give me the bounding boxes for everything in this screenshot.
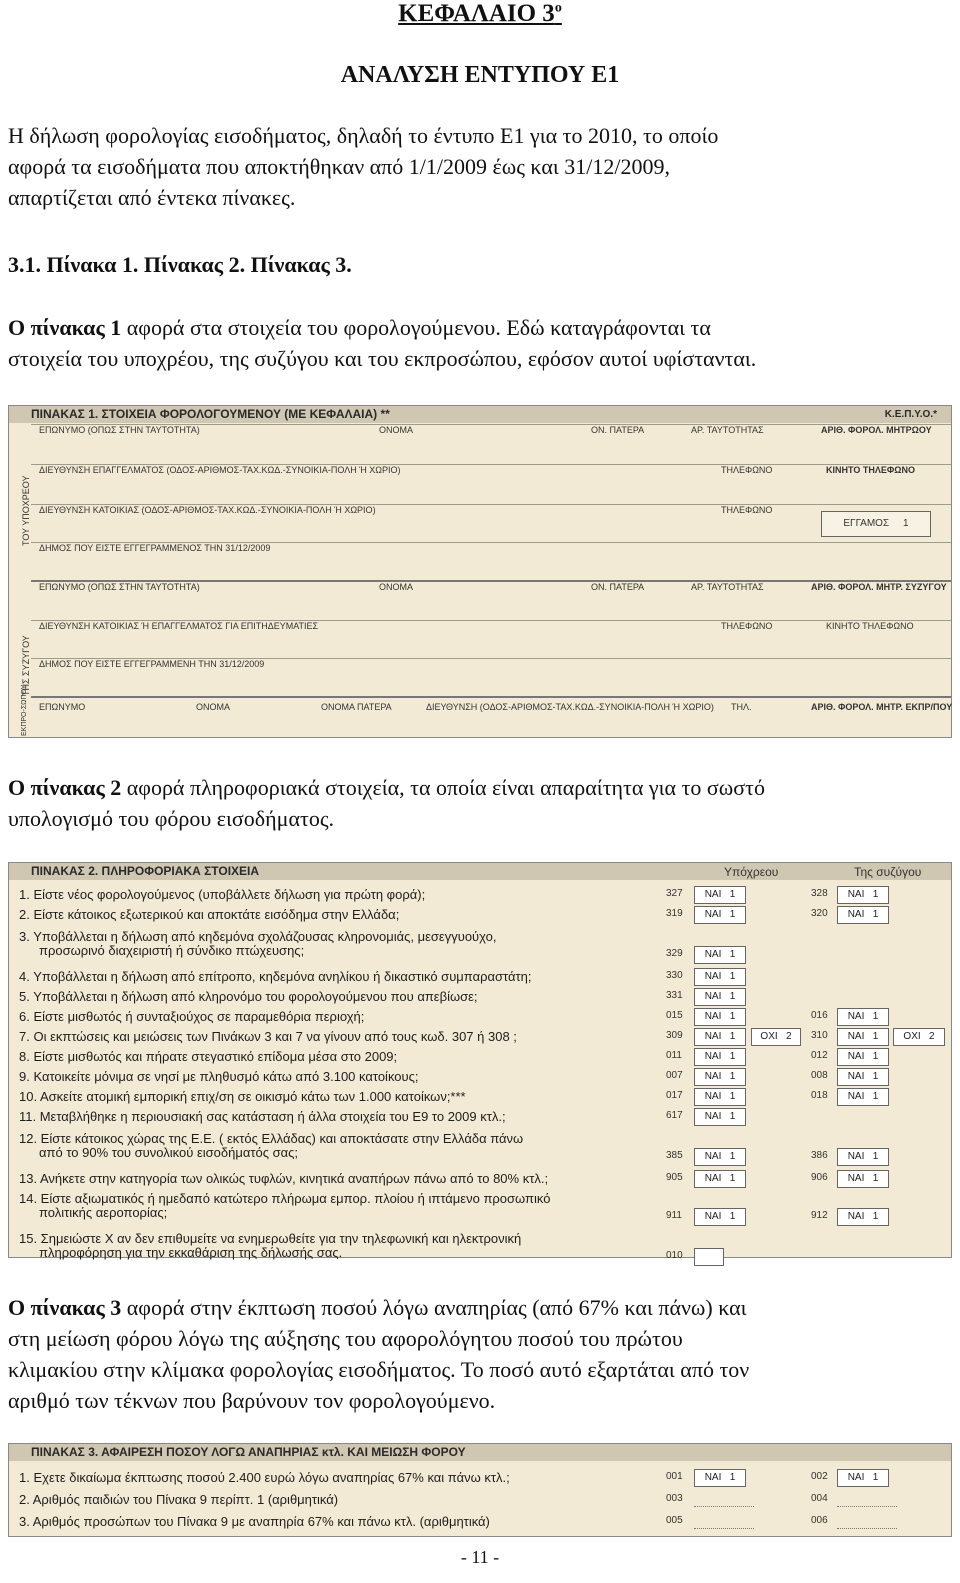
spouse-yes-checkbox[interactable]: ΝΑΙ 1 (837, 1008, 889, 1026)
form3-question-row (9, 1490, 953, 1510)
form2-question-row (9, 1129, 953, 1162)
spouse-yes-checkbox[interactable]: ΝΑΙ 1 (837, 1048, 889, 1066)
question-text: 13. Ανήκετε στην κατηγορία των ολικώς τυφλών, κινητικά αναπήρων πάνω από το 80% κτλ.; (19, 1171, 549, 1186)
form2-question-row (9, 1047, 953, 1067)
spouse-yes-checkbox[interactable]: ΝΑΙ 1 (837, 1028, 889, 1046)
form1-row: ΔΙΕΥΘΥΝΣΗ ΚΑΤΟΙΚΙΑΣ Ή ΕΠΑΓΓΕΛΜΑΤΟΣ ΓΙΑ ΕΠΙΤΗΔΕΥΜΑΤΙΕΣ ΤΗΛΕΦΩΝΟ ΚΙΝΗΤΟ ΤΗΛΕΦΩΝΟ (31, 620, 951, 659)
spouse-code: 386 (811, 1150, 828, 1161)
chapter-title: ΚΕΦΑΛΑΙΟ $3^o$ (398, 0, 562, 27)
taxpayer-code: 330 (666, 970, 683, 981)
question-text: 10. Ασκείτε ατομική εμπορική επιχ/ση σε οικισμό κάτω των 1.000 κατοίκων;*** (19, 1089, 466, 1104)
spouse-code: 008 (811, 1070, 828, 1081)
taxpayer-code: 617 (666, 1110, 683, 1121)
spouse-code: 906 (811, 1172, 828, 1183)
taxpayer-yes-checkbox[interactable]: ΝΑΙ 1 (694, 1148, 746, 1166)
paragraph-table2: Ο πίνακας 2 αφορά πληροφοριακά στοιχεία, τα οποία είναι απαραίτητα για το σωστό υπολογισμό του φόρου εισοδήματος. (8, 775, 765, 831)
question-text-continued: πολιτικής αεροπορίας; (39, 1205, 168, 1220)
spouse-yes-checkbox[interactable]: ΝΑΙ 1 (837, 1208, 889, 1226)
taxpayer-yes-checkbox[interactable]: ΝΑΙ 1 (694, 1170, 746, 1188)
form1-side-spouse: ΤΗΣ ΣΥΖΥΓΟΥ (21, 635, 31, 696)
form1-row: ΔΙΕΥΘΥΝΣΗ ΚΑΤΟΙΚΙΑΣ (ΟΔΟΣ-ΑΡΙΘΜΟΣ-ΤΑΧ.ΚΩΔ.-ΣΥΝΟΙΚΙΑ-ΠΟΛΗ Ή ΧΩΡΙΟ) ΤΗΛΕΦΩΝΟ ΕΓΓΑΜΟΣ 1 (31, 504, 951, 543)
form1-row: ΔΗΜΟΣ ΠΟΥ ΕΙΣΤΕ ΕΓΓΕΓΡΑΜΜΕΝΟΣ ΤΗΝ 31/12/2009 (31, 542, 951, 581)
spouse-yes-checkbox[interactable]: ΝΑΙ 1 (837, 1148, 889, 1166)
taxpayer-number-field[interactable] (694, 1528, 754, 1529)
question-text: 3. Υποβάλλεται η δήλωση από κηδεμόνα σχολάζουσας κληρονομιάς, μεσεγγυούχο, (19, 929, 497, 944)
form2-question-row (9, 927, 953, 960)
question-text: 6. Είστε μισθωτός ή συνταξιούχος σε παραμεθόρια περιοχή; (19, 1009, 365, 1024)
question-text: 3. Αριθμός προσώπων του Πίνακα 9 με αναπηρία 67% και πάνω κτλ. (αριθμητικά) (19, 1514, 490, 1529)
taxpayer-code: 003 (666, 1493, 683, 1504)
married-field[interactable]: ΕΓΓΑΜΟΣ 1 (821, 511, 931, 537)
form1-row: ΔΙΕΥΘΥΝΣΗ ΕΠΑΓΓΕΛΜΑΤΟΣ (ΟΔΟΣ-ΑΡΙΘΜΟΣ-ΤΑΧ.ΚΩΔ.-ΣΥΝΟΙΚΙΑ-ΠΟΛΗ Ή ΧΩΡΙΟ) ΤΗΛΕΦΩΝΟ ΚΙΝΗΤΟ ΤΗΛΕΦΩΝΟ (31, 464, 951, 505)
spouse-code: 018 (811, 1090, 828, 1101)
taxpayer-code: 010 (666, 1250, 683, 1261)
form1-title: ΠΙΝΑΚΑΣ 1. ΣΤΟΙΧΕΙΑ ΦΟΡΟΛΟΓΟΥΜΕΝΟΥ (ΜΕ ΚΕΦΑΛΑΙΑ) ** Κ.Ε.Π.Υ.Ο.* (9, 406, 951, 423)
taxpayer-yes-checkbox[interactable]: ΝΑΙ 1 (694, 1008, 746, 1026)
taxpayer-code: 001 (666, 1471, 683, 1482)
spouse-code: 004 (811, 1493, 828, 1504)
spouse-no-checkbox[interactable]: ΟΧΙ 2 (893, 1028, 945, 1046)
question-text: 2. Αριθμός παιδιών του Πίνακα 9 περίπτ. 1 (αριθμητικά) (19, 1492, 339, 1507)
form1-row: ΕΠΩΝΥΜΟ (ΟΠΩΣ ΣΤΗΝ ΤΑΥΤΟΤΗΤΑ) ΟΝΟΜΑ ΟΝ. ΠΑΤΕΡΑ ΑΡ. ΤΑΥΤΟΤΗΤΑΣ ΑΡΙΘ. ΦΟΡΟΛ. ΜΗΤΡΩΟΥ (31, 424, 951, 465)
question-text: 2. Είστε κάτοικος εξωτερικού και αποκτάτε εισόδημα στην Ελλάδα; (19, 907, 400, 922)
form1-side-taxpayer: ΤΟΥ ΥΠΟΧΡΕΟΥ (21, 475, 31, 546)
taxpayer-yes-checkbox[interactable]: ΝΑΙ 1 (694, 1068, 746, 1086)
question-text: 9. Κατοικείτε μόνιμα σε νησί με πληθυσμό κάτω από 3.100 κατοίκους; (19, 1069, 419, 1084)
form2-question-row (9, 1007, 953, 1027)
taxpayer-yes-checkbox[interactable]: ΝΑΙ 1 (694, 988, 746, 1006)
taxpayer-code: 007 (666, 1070, 683, 1081)
paragraph-table1: Ο πίνακας 1 αφορά στα στοιχεία του φορολογούμενου. Εδώ καταγράφονται τα στοιχεία του υποχρέου, της συζύγου και του εκπροσώπου, εφόσον αυτοί υφίστανται. (8, 315, 757, 371)
document-subtitle: ΑΝΑΛΥΣΗ ΕΝΤΥΠΟΥ Ε1 (340, 62, 620, 88)
form1-row: ΕΠΩΝΥΜΟ ΟΝΟΜΑ ΟΝΟΜΑ ΠΑΤΕΡΑ ΔΙΕΥΘΥΝΣΗ (ΟΔΟΣ-ΑΡΙΘΜΟΣ-ΤΑΧ.ΚΩΔ.-ΣΥΝΟΙΚΙΑ-ΠΟΛΗ Ή ΧΩΡΙΟ) ΤΗΛ. ΑΡΙΘ. ΦΟΡΟΛ. ΜΗΤΡ. ΕΚΠΡ/ΠΟΥ (31, 696, 951, 738)
spouse-code: 320 (811, 908, 828, 919)
spouse-code: 328 (811, 888, 828, 899)
taxpayer-yes-checkbox[interactable]: ΝΑΙ 1 (694, 886, 746, 904)
form2-question-row (9, 1087, 953, 1107)
form2-question-row (9, 1067, 953, 1087)
form-table-1 (8, 405, 952, 738)
taxpayer-code: 011 (666, 1050, 682, 1061)
question-text: 5. Υποβάλλεται η δήλωση από κληρονόμο του φορολογούμενου που απεβίωσε; (19, 989, 478, 1004)
question-text-continued: πληροφόρηση για την εκκαθάριση της δήλωσής σας. (39, 1245, 343, 1260)
taxpayer-yes-checkbox[interactable]: ΝΑΙ 1 (694, 946, 746, 964)
taxpayer-code: 911 (666, 1210, 682, 1221)
form2-question-row (9, 987, 953, 1007)
form2-question-row (9, 905, 953, 925)
intro-paragraph: Η δήλωση φορολογίας εισοδήματος, δηλαδή το έντυπο Ε1 για το 2010, το οποίο αφορά τα εισοδήματα που αποκτήθηκαν από 1/1/2009 έως και 31/12/2009, απαρτίζεται από έντεκα πίνακες. (8, 123, 719, 210)
form3-question-row (9, 1468, 953, 1488)
form2-question-row (9, 1027, 953, 1047)
form2-question-row (9, 885, 953, 905)
spouse-yes-checkbox[interactable]: ΝΑΙ 1 (837, 1170, 889, 1188)
spouse-yes-checkbox[interactable]: ΝΑΙ 1 (837, 906, 889, 924)
spouse-yes-checkbox[interactable]: ΝΑΙ 1 (837, 1088, 889, 1106)
taxpayer-code: 329 (666, 948, 683, 959)
taxpayer-code: 017 (666, 1090, 683, 1101)
form3-question-row (9, 1512, 953, 1532)
question-text: 14. Είστε αξιωματικός ή ημεδαπό κατώτερο πλήρωμα εμπορ. πλοίου ή ιπτάμενο προσωπικό (19, 1191, 551, 1206)
taxpayer-yes-checkbox[interactable]: ΝΑΙ 1 (694, 1108, 746, 1126)
form1-row: ΕΠΩΝΥΜΟ (ΟΠΩΣ ΣΤΗΝ ΤΑΥΤΟΤΗΤΑ) ΟΝΟΜΑ ΟΝ. ΠΑΤΕΡΑ ΑΡ. ΤΑΥΤΟΤΗΤΑΣ ΑΡΙΘ. ΦΟΡΟΛ. ΜΗΤΡ. ΣΥΖΥΓΟΥ (31, 580, 951, 622)
taxpayer-column-header: Υπόχρεου (724, 865, 779, 879)
form-table-3 (8, 1443, 952, 1537)
taxpayer-no-checkbox[interactable]: ΟΧΙ 2 (751, 1028, 801, 1046)
question-text: 11. Μεταβλήθηκε η περιουσιακή σας κατάσταση ή άλλα στοιχεία του Ε9 το 2009 κτλ.; (19, 1109, 506, 1124)
form2-title: ΠΙΝΑΚΑΣ 2. ΠΛΗΡΟΦΟΡΙΑΚΑ ΣΤΟΙΧΕΙΑ (9, 863, 951, 880)
form2-question-row (9, 1229, 953, 1261)
form-table-2 (8, 862, 952, 1261)
form2-question-row (9, 1107, 953, 1127)
taxpayer-code: 005 (666, 1515, 683, 1526)
spouse-yes-checkbox[interactable]: ΝΑΙ 1 (837, 1068, 889, 1086)
taxpayer-code: 905 (666, 1172, 683, 1183)
spouse-number-field[interactable] (837, 1506, 897, 1507)
section-heading: 3.1. Πίνακα 1. Πίνακας 2. Πίνακας 3. (8, 252, 352, 277)
paragraph-table3: Ο πίνακας 3 αφορά στην έκπτωση ποσού λόγω αναπηρίας (από 67% και πάνω) και στη μείωση φόρου λόγω της αύξησης του αφορολόγητου ποσού του πρώτου κλιμακίου στην κλίμακα φορολογίας εισοδήματος. Το ποσό αυτό εξαρτάται από τον αριθμό των τέκνων που βαρύνουν τον φορολογούμενο. (8, 1295, 750, 1413)
spouse-code: 002 (811, 1471, 828, 1482)
page-number: - 11 - (460, 1547, 500, 1567)
taxpayer-number-field[interactable] (694, 1506, 754, 1507)
taxpayer-code: 309 (666, 1030, 683, 1041)
taxpayer-yes-checkbox[interactable]: ΝΑΙ 1 (694, 1469, 746, 1487)
taxpayer-yes-checkbox[interactable]: ΝΑΙ 1 (694, 1028, 746, 1046)
form2-question-row (9, 967, 953, 987)
taxpayer-code: 385 (666, 1150, 683, 1161)
taxpayer-code: 015 (666, 1010, 683, 1021)
form1-row: ΔΗΜΟΣ ΠΟΥ ΕΙΣΤΕ ΕΓΓΕΓΡΑΜΜΕΝΗ ΤΗΝ 31/12/2009 (31, 658, 951, 697)
question-text: 1. Εχετε δικαίωμα έκπτωσης ποσού 2.400 ευρώ λόγω αναπηρίας 67% και πάνω κτλ.; (19, 1470, 510, 1485)
spouse-column-header: Της συζύγου (854, 865, 922, 879)
question-text: 8. Είστε μισθωτός και πήρατε στεγαστικό επίδομα μέσα στο 2009; (19, 1049, 398, 1064)
taxpayer-code: 327 (666, 888, 683, 899)
spouse-yes-checkbox[interactable]: ΝΑΙ 1 (837, 886, 889, 904)
spouse-code: 310 (811, 1030, 828, 1041)
spouse-code: 016 (811, 1010, 828, 1021)
spouse-number-field[interactable] (837, 1528, 897, 1529)
taxpayer-yes-checkbox[interactable]: ΝΑΙ 1 (694, 1048, 746, 1066)
spouse-code: 012 (811, 1050, 828, 1061)
taxpayer-yes-checkbox[interactable]: ΝΑΙ 1 (694, 1088, 746, 1106)
taxpayer-yes-checkbox[interactable]: ΝΑΙ 1 (694, 968, 746, 986)
taxpayer-yes-checkbox[interactable]: ΝΑΙ 1 (694, 1208, 746, 1226)
spouse-code: 006 (811, 1515, 828, 1526)
spouse-yes-checkbox[interactable]: ΝΑΙ 1 (837, 1469, 889, 1487)
taxpayer-code: 319 (666, 908, 683, 919)
taxpayer-yes-checkbox[interactable]: ΝΑΙ 1 (694, 906, 746, 924)
form1-side-representative: ΕΚΠΡΟ-ΣΩΠΟΥ (21, 684, 28, 736)
form3-title: ΠΙΝΑΚΑΣ 3. ΑΦΑΙΡΕΣΗ ΠΟΣΟΥ ΛΟΓΩ ΑΝΑΠΗΡΙΑΣ κτλ. ΚΑΙ ΜΕΙΩΣΗ ΦΟΡΟΥ (9, 1444, 951, 1461)
question-text: 1. Είστε νέος φορολογούμενος (υποβάλλετε δήλωση για πρώτη φορά); (19, 887, 426, 902)
question-text: 15. Σημειώστε Χ αν δεν επιθυμείτε να ενημερωθείτε για την τηλεφωνική και ηλεκτρονική (19, 1231, 522, 1246)
form2-question-row (9, 1169, 953, 1189)
question-text: 7. Οι εκπτώσεις και μειώσεις των Πινάκων 3 και 7 να γίνουν από τους κωδ. 307 ή 308 ; (19, 1029, 517, 1044)
question-text: 4. Υποβάλλεται η δήλωση από επίτροπο, κηδεμόνα ανηλίκου ή δικαστικό συμπαραστάτη; (19, 969, 532, 984)
spouse-code: 912 (811, 1210, 828, 1221)
question-text-continued: προσωρινό διαχειριστή ή σύνδικο πτώχευσης; (39, 943, 305, 958)
form2-question-row (9, 1189, 953, 1222)
question-text-continued: από το 90% του συνολικού εισοδήματός σας; (39, 1145, 299, 1160)
notification-optout-checkbox[interactable] (694, 1248, 724, 1266)
taxpayer-code: 331 (666, 990, 683, 1001)
question-text: 12. Είστε κάτοικος χώρας της Ε.Ε. ( εκτός Ελλάδας) και αποκτάσατε στην Ελλάδα πάνω (19, 1131, 524, 1146)
